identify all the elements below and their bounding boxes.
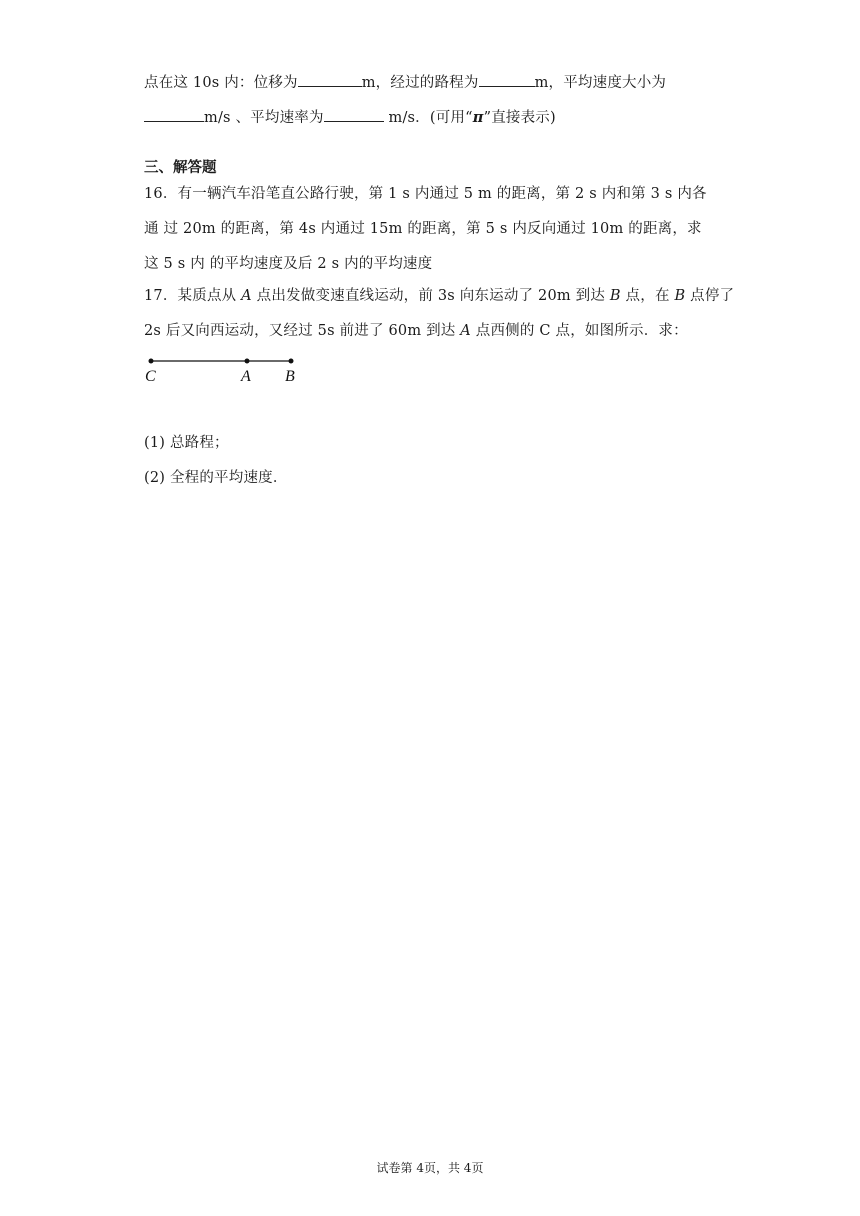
avg-velocity-blank [144, 107, 204, 122]
q15-line2-text-3: ”直接表示) [483, 110, 556, 126]
pi-symbol: π [472, 109, 484, 126]
q16-line-1: 16．有一辆汽车沿笔直公路行驶，第 1 s 内通过 5 m 的距离，第 2 s 内和第 3 s 内各 [144, 186, 707, 202]
q17-line1-text-4: 点停了 [685, 288, 735, 304]
q17-sub-1: (1) 总路程； [144, 435, 229, 451]
q17-line1-text-2: 点出发做变速直线运动，前 3s 向东运动了 20m 到达 [251, 288, 610, 304]
q15-line1-text-1: 点在这 10s 内：位移为 [144, 75, 298, 91]
label-a: A [241, 368, 251, 385]
label-c: C [145, 368, 156, 385]
q17-line1-text-3: 点，在 [620, 288, 675, 304]
avg-speed-blank [324, 107, 384, 122]
point-a-ref-2: A [460, 323, 471, 339]
q17-line1-text-1: 17．某质点从 [144, 288, 242, 304]
q17-line-2 [144, 321, 688, 341]
distance-blank [479, 72, 535, 87]
q16-line-2: 通 过 20m 的距离，第 4s 内通过 15m 的距离，第 5 s 内反向通过 10m 的距离，求 [144, 221, 702, 237]
q17-sub-2: (2) 全程的平均速度． [144, 470, 288, 486]
point-c-dot [149, 359, 154, 364]
point-a-ref: A [241, 288, 252, 304]
q17-line-1 [144, 286, 734, 306]
q15-line2-text-1: m/s 、平均速率为 [204, 110, 324, 126]
q15-line1-text-3: m，平均速度大小为 [534, 75, 667, 91]
q15-line-1 [144, 72, 666, 93]
section-heading-answer-questions: 三、解答题 [144, 159, 217, 176]
q16-line-3: 这 5 s 内 的平均速度及后 2 s 内的平均速度 [144, 256, 433, 272]
displacement-blank [298, 72, 362, 87]
q15-line-2 [144, 107, 556, 128]
page-footer: 试卷第 4页，共 4页 [376, 1161, 484, 1175]
line-segment-figure [144, 352, 304, 386]
point-b-dot [289, 359, 294, 364]
q17-line2-text-2: 点西侧的 C 点，如图所示．求： [470, 323, 688, 339]
point-b-ref-1: B [609, 288, 621, 304]
q17-line2-text-1: 2s 后又向西运动，又经过 5s 前进了 60m 到达 [144, 323, 461, 339]
label-b: B [285, 368, 295, 385]
point-a-dot [245, 359, 250, 364]
point-b-ref-2: B [674, 288, 686, 304]
q15-line1-text-2: m，经过的路程为 [361, 75, 479, 91]
q15-line2-text-2: m/s．(可用“ [383, 110, 473, 126]
